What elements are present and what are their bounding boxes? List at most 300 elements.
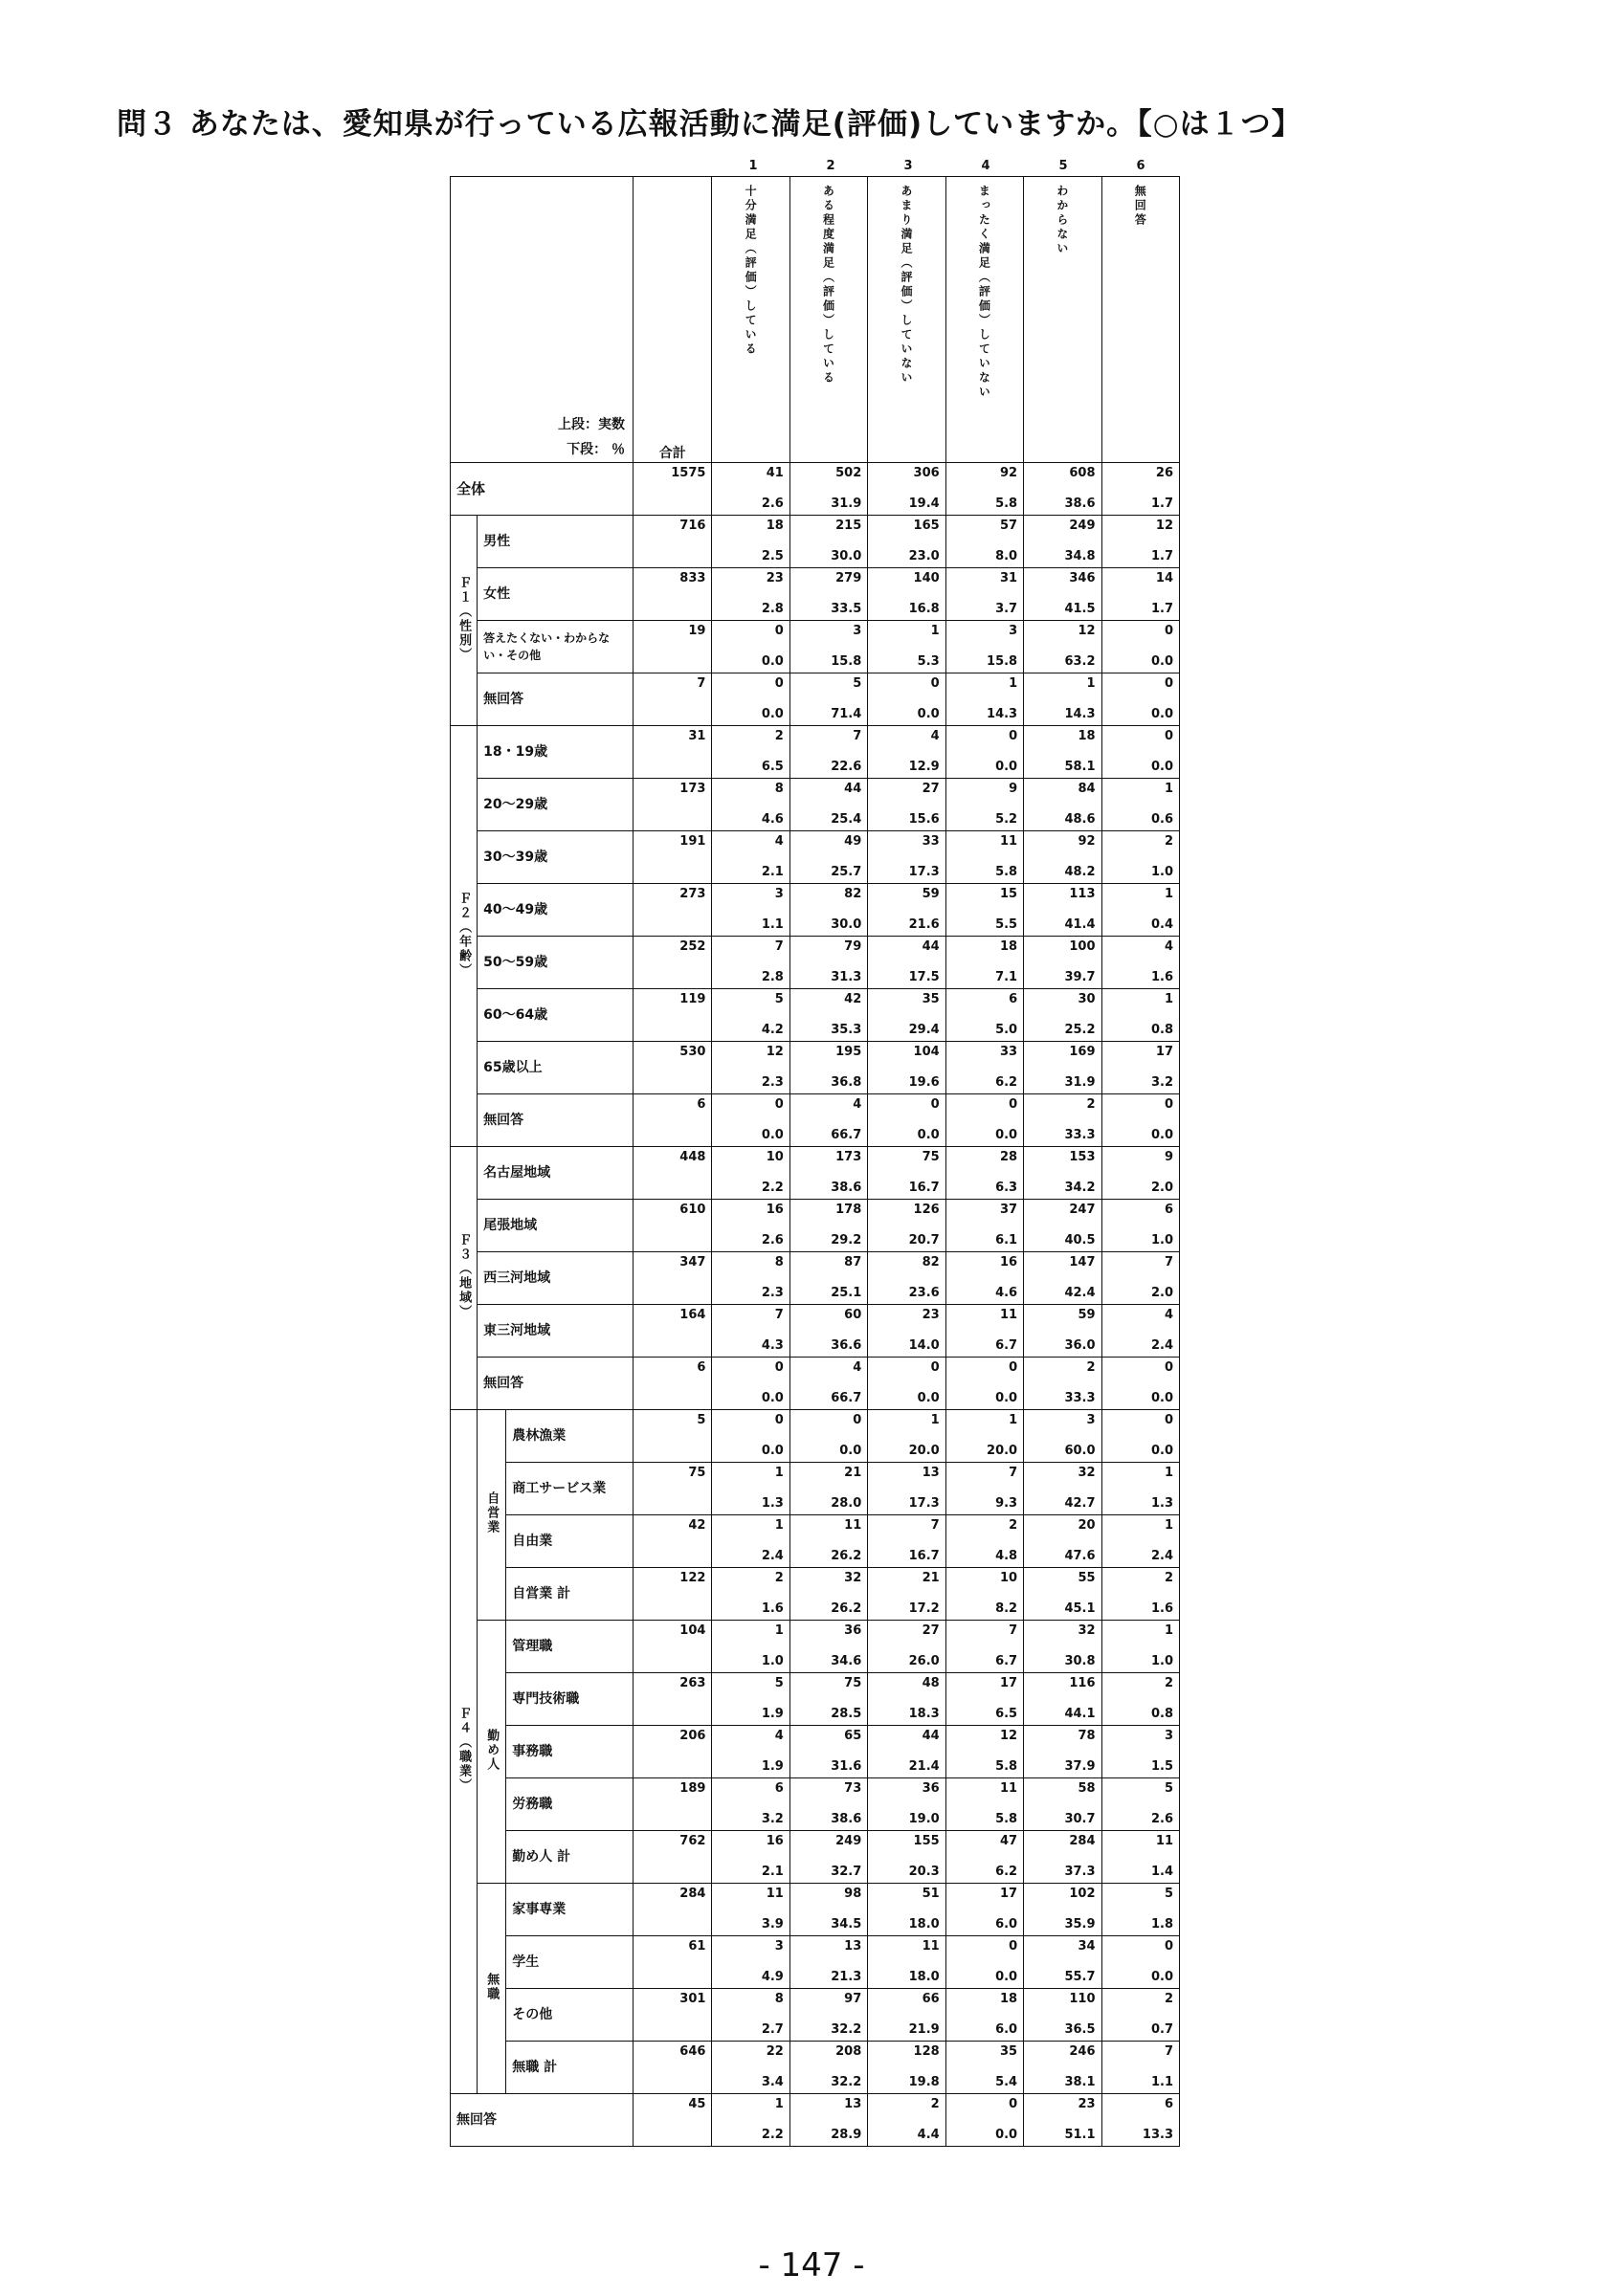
percent-value: 0.0	[761, 707, 784, 721]
percent-value: 31.9	[1064, 1075, 1096, 1090]
percent-value: 8.0	[995, 549, 1018, 563]
table-row	[451, 1515, 1180, 1568]
subgroup-label: 無職	[484, 1972, 500, 2001]
count-value: 128	[913, 2044, 940, 2059]
percent-value: 3.2	[1150, 1075, 1173, 1090]
count-value: 75	[844, 1676, 862, 1690]
row-label	[506, 1568, 634, 1621]
count-value: 75	[922, 1150, 940, 1164]
value-cell	[868, 1200, 945, 1252]
value-cell	[868, 779, 945, 831]
count-value: 147	[1069, 1255, 1096, 1269]
count-value: 208	[835, 2044, 862, 2059]
total-cell	[634, 516, 712, 568]
value-cell	[945, 2094, 1023, 2147]
count-value: 48	[922, 1676, 940, 1690]
value-cell	[868, 831, 945, 884]
table-row	[451, 831, 1180, 884]
value-cell	[1024, 726, 1101, 779]
percent-value: 5.8	[995, 497, 1018, 511]
percent-value: 30.0	[831, 549, 862, 563]
table-row	[451, 516, 1180, 568]
value-cell	[1024, 1147, 1101, 1200]
value-cell	[1101, 831, 1179, 884]
value-cell	[868, 726, 945, 779]
value-cell	[712, 1831, 789, 1884]
value-cell	[789, 1726, 867, 1778]
value-cell	[868, 621, 945, 673]
total-cell	[634, 989, 712, 1042]
row-label-text: 20～29歳	[483, 797, 548, 812]
value-cell	[945, 516, 1023, 568]
value-cell	[1101, 1673, 1179, 1726]
percent-value: 4.9	[761, 1970, 784, 1984]
count-value: 246	[1069, 2044, 1096, 2059]
count-value: 2	[1164, 1992, 1173, 2006]
total-cell	[634, 779, 712, 831]
value-cell	[945, 1884, 1023, 1936]
row-label	[451, 2094, 634, 2147]
value-cell	[1101, 2042, 1179, 2094]
value-cell	[712, 516, 789, 568]
row-label-text: 65歳以上	[483, 1060, 543, 1075]
percent-value: 36.0	[1064, 1338, 1096, 1353]
count-value: 12	[1155, 519, 1173, 533]
percent-value: 9.3	[995, 1496, 1018, 1511]
value-cell	[868, 1252, 945, 1305]
count-value: 195	[835, 1045, 862, 1059]
table-row	[451, 1463, 1180, 1515]
percent-value: 34.5	[831, 1917, 862, 1932]
value-cell	[868, 1515, 945, 1568]
value-cell	[945, 1042, 1023, 1094]
count-value: 60	[844, 1308, 862, 1322]
count-value: 15	[1000, 887, 1018, 901]
legend-pct: 下段： ％	[567, 442, 625, 457]
percent-value: 15.8	[987, 654, 1018, 669]
value-cell	[868, 568, 945, 621]
count-value: 17	[1000, 1676, 1018, 1690]
percent-value: 12.9	[908, 760, 940, 774]
percent-value: 66.7	[831, 1391, 862, 1405]
subgroup-label-cell	[478, 1410, 506, 1621]
count-value: 33	[1000, 1045, 1018, 1059]
count-value: 2	[1164, 1571, 1173, 1585]
table-row	[451, 1884, 1180, 1936]
column-header	[945, 177, 1023, 463]
count-value: 30	[1078, 992, 1096, 1006]
value-cell	[1024, 1094, 1101, 1147]
count-value: 16	[766, 1203, 784, 1217]
table-row	[451, 1568, 1180, 1621]
percent-value: 2.6	[761, 1233, 784, 1247]
percent-value: 0.0	[917, 1128, 940, 1142]
value-cell	[789, 2094, 867, 2147]
percent-value: 1.4	[1150, 1865, 1173, 1879]
count-value: 7	[774, 1308, 784, 1322]
count-value: 87	[844, 1255, 862, 1269]
count-value: 2	[774, 729, 784, 743]
percent-value: 38.6	[1064, 497, 1096, 511]
row-label	[478, 568, 634, 621]
count-value: 2	[1164, 1676, 1173, 1690]
table-row	[451, 1936, 1180, 1989]
value-cell	[1101, 1200, 1179, 1252]
count-value: 18	[1000, 939, 1018, 954]
value-cell	[789, 1884, 867, 1936]
row-label	[478, 937, 634, 989]
percent-value: 32.2	[831, 2075, 862, 2089]
count-value: 32	[1078, 1623, 1096, 1638]
count-value: 116	[1069, 1676, 1096, 1690]
total-cell	[634, 1831, 712, 1884]
value-cell	[1101, 1884, 1179, 1936]
value-cell	[789, 621, 867, 673]
column-header-label: わからない	[1055, 185, 1069, 256]
table-row	[451, 726, 1180, 779]
count-value: 11	[844, 1518, 862, 1533]
value-cell	[1101, 1621, 1179, 1673]
value-cell	[945, 1621, 1023, 1673]
table-row	[451, 884, 1180, 937]
count-value: 178	[835, 1203, 862, 1217]
legend-cell	[451, 177, 634, 463]
group-label: Ｆ４（職業）	[456, 1707, 472, 1793]
percent-value: 3.4	[761, 2075, 784, 2089]
row-label-text: 18・19歳	[483, 744, 548, 760]
percent-value: 19.8	[908, 2075, 940, 2089]
count-value: 27	[922, 782, 940, 796]
total-count: 191	[679, 834, 706, 849]
total-cell	[634, 726, 712, 779]
total-count: 347	[679, 1255, 706, 1269]
table-row	[451, 1305, 1180, 1358]
count-value: 7	[774, 939, 784, 954]
percent-value: 0.0	[917, 1391, 940, 1405]
value-cell	[789, 884, 867, 937]
count-value: 20	[1078, 1518, 1096, 1533]
value-cell	[868, 1305, 945, 1358]
count-value: 8	[774, 1255, 784, 1269]
percent-value: 2.0	[1150, 1286, 1173, 1300]
percent-value: 36.5	[1064, 2022, 1096, 2037]
count-value: 1	[930, 1413, 940, 1427]
value-cell	[1101, 1726, 1179, 1778]
value-cell	[789, 1305, 867, 1358]
count-value: 1	[1086, 676, 1096, 691]
value-cell	[1024, 1252, 1101, 1305]
value-cell	[945, 831, 1023, 884]
count-value: 0	[1009, 1097, 1018, 1112]
percent-value: 6.1	[995, 1233, 1018, 1247]
value-cell	[789, 1252, 867, 1305]
value-cell	[789, 1358, 867, 1410]
row-label-text: 全体	[456, 480, 486, 497]
count-value: 1	[774, 1466, 784, 1480]
percent-value: 32.7	[831, 1865, 862, 1879]
total-count: 610	[679, 1203, 706, 1217]
table-row	[451, 989, 1180, 1042]
percent-value: 2.8	[761, 602, 784, 616]
value-cell	[789, 1778, 867, 1831]
count-value: 8	[774, 782, 784, 796]
value-cell	[868, 989, 945, 1042]
value-cell	[712, 1147, 789, 1200]
column-header-label: 十分満足（評価）している	[744, 185, 758, 357]
count-value: 0	[930, 1097, 940, 1112]
count-value: 66	[922, 1992, 940, 2006]
count-value: 32	[1078, 1466, 1096, 1480]
value-cell	[789, 831, 867, 884]
count-value: 1	[1164, 887, 1173, 901]
percent-value: 30.8	[1064, 1654, 1096, 1668]
percent-value: 0.0	[761, 1391, 784, 1405]
total-cell	[634, 1778, 712, 1831]
table-row	[451, 1358, 1180, 1410]
percent-value: 37.3	[1064, 1865, 1096, 1879]
column-header	[868, 177, 945, 463]
percent-value: 6.2	[995, 1865, 1018, 1879]
percent-value: 3.2	[761, 1812, 784, 1826]
value-cell	[1101, 463, 1179, 516]
percent-value: 38.1	[1064, 2075, 1096, 2089]
count-value: 82	[922, 1255, 940, 1269]
percent-value: 1.3	[761, 1496, 784, 1511]
percent-value: 4.8	[995, 1549, 1018, 1563]
percent-value: 0.0	[1150, 1970, 1173, 1984]
percent-value: 26.2	[831, 1549, 862, 1563]
column-header-label: まったく満足（評価）していない	[977, 185, 991, 400]
count-value: 51	[922, 1887, 940, 1901]
percent-value: 20.0	[987, 1444, 1018, 1458]
total-count: 273	[679, 887, 706, 901]
percent-value: 31.3	[831, 970, 862, 984]
count-value: 0	[1164, 1097, 1173, 1112]
value-cell	[1101, 2094, 1179, 2147]
total-count: 833	[679, 571, 706, 585]
value-cell	[868, 516, 945, 568]
value-cell	[1101, 1358, 1179, 1410]
count-value: 165	[913, 519, 940, 533]
count-value: 100	[1069, 939, 1096, 954]
count-value: 28	[1000, 1150, 1018, 1164]
value-cell	[789, 1568, 867, 1621]
percent-value: 34.8	[1064, 549, 1096, 563]
percent-value: 18.0	[908, 1970, 940, 1984]
value-cell	[945, 779, 1023, 831]
percent-value: 34.6	[831, 1654, 862, 1668]
value-cell	[712, 726, 789, 779]
value-cell	[945, 2042, 1023, 2094]
count-value: 1	[930, 624, 940, 638]
row-label-text: 30～39歳	[483, 850, 548, 865]
count-value: 35	[1000, 2044, 1018, 2059]
value-cell	[868, 1778, 945, 1831]
percent-value: 29.4	[908, 1023, 940, 1037]
row-label-text: 無回答	[483, 1376, 524, 1391]
percent-value: 21.4	[908, 1759, 940, 1774]
value-cell	[868, 1726, 945, 1778]
count-value: 57	[1000, 519, 1018, 533]
total-count: 5	[697, 1413, 706, 1427]
value-cell	[712, 831, 789, 884]
count-value: 41	[766, 466, 784, 480]
percent-value: 19.0	[908, 1812, 940, 1826]
table-row	[451, 621, 1180, 673]
table-row	[451, 1831, 1180, 1884]
percent-value: 0.6	[1150, 812, 1173, 827]
value-cell	[945, 1515, 1023, 1568]
value-cell	[1024, 1463, 1101, 1515]
percent-value: 44.1	[1064, 1707, 1096, 1721]
value-cell	[868, 2042, 945, 2094]
value-cell	[868, 1831, 945, 1884]
percent-value: 0.4	[1150, 917, 1173, 932]
value-cell	[789, 1936, 867, 1989]
value-cell	[868, 1568, 945, 1621]
row-label-text: 50～59歳	[483, 955, 548, 970]
percent-value: 63.2	[1064, 654, 1096, 669]
percent-value: 51.1	[1064, 2128, 1096, 2142]
total-count: 122	[679, 1571, 706, 1585]
row-label	[478, 1094, 634, 1147]
count-value: 1	[1164, 782, 1173, 796]
percent-value: 48.6	[1064, 812, 1096, 827]
value-cell	[712, 1305, 789, 1358]
value-cell	[945, 1305, 1023, 1358]
count-value: 17	[1155, 1045, 1173, 1059]
count-value: 4	[1164, 939, 1173, 954]
count-value: 23	[922, 1308, 940, 1322]
count-value: 7	[1009, 1466, 1018, 1480]
percent-value: 58.1	[1064, 760, 1096, 774]
count-value: 0	[1164, 1360, 1173, 1375]
row-label-text: 無回答	[483, 1113, 524, 1128]
value-cell	[1101, 621, 1179, 673]
total-header	[634, 177, 712, 463]
value-cell	[945, 989, 1023, 1042]
value-cell	[1024, 1200, 1101, 1252]
percent-value: 8.2	[995, 1601, 1018, 1616]
count-value: 31	[1000, 571, 1018, 585]
value-cell	[1101, 1778, 1179, 1831]
count-value: 247	[1069, 1203, 1096, 1217]
count-value: 6	[1009, 992, 1018, 1006]
percent-value: 16.8	[908, 602, 940, 616]
count-value: 4	[930, 729, 940, 743]
percent-value: 0.8	[1150, 1707, 1173, 1721]
total-cell	[634, 884, 712, 937]
total-count: 716	[679, 519, 706, 533]
percent-value: 22.6	[831, 760, 862, 774]
value-cell	[1101, 516, 1179, 568]
value-cell	[1024, 1621, 1101, 1673]
value-cell	[1101, 989, 1179, 1042]
value-cell	[1101, 1147, 1179, 1200]
value-cell	[1101, 568, 1179, 621]
row-label-text: 自営業 計	[512, 1586, 571, 1601]
row-label	[506, 1463, 634, 1515]
value-cell	[712, 1463, 789, 1515]
count-value: 249	[1069, 519, 1096, 533]
count-value: 502	[835, 466, 862, 480]
value-cell	[789, 1463, 867, 1515]
count-value: 21	[844, 1466, 862, 1480]
row-label-text: 無回答	[456, 2112, 497, 2128]
count-value: 169	[1069, 1045, 1096, 1059]
percent-value: 21.9	[908, 2022, 940, 2037]
table-row	[451, 1094, 1180, 1147]
percent-value: 20.3	[908, 1865, 940, 1879]
row-label-text: 尾張地域	[483, 1218, 538, 1233]
value-cell	[789, 1989, 867, 2042]
value-cell	[945, 621, 1023, 673]
count-value: 1	[1164, 1466, 1173, 1480]
table-row	[451, 1621, 1180, 1673]
value-cell	[945, 1200, 1023, 1252]
row-label-text: その他	[512, 2007, 553, 2022]
percent-value: 1.7	[1150, 549, 1173, 563]
value-cell	[868, 1884, 945, 1936]
row-label	[506, 1936, 634, 1989]
value-cell	[1024, 989, 1101, 1042]
value-cell	[1101, 884, 1179, 937]
row-label	[451, 463, 634, 516]
percent-value: 32.2	[831, 2022, 862, 2037]
count-value: 3	[1164, 1729, 1173, 1743]
value-cell	[1024, 621, 1101, 673]
legend-count: 上段：実数	[558, 417, 625, 432]
count-value: 7	[1164, 2044, 1173, 2059]
table-row	[451, 1778, 1180, 1831]
count-value: 0	[774, 676, 784, 691]
count-value: 65	[844, 1729, 862, 1743]
count-value: 18	[766, 519, 784, 533]
value-cell	[868, 937, 945, 989]
value-cell	[789, 726, 867, 779]
percent-value: 18.3	[908, 1707, 940, 1721]
percent-value: 20.0	[908, 1444, 940, 1458]
column-header	[1101, 177, 1179, 463]
count-value: 4	[1164, 1308, 1173, 1322]
percent-value: 33.3	[1064, 1128, 1096, 1142]
percent-value: 3.7	[995, 602, 1018, 616]
row-label	[478, 621, 634, 673]
table-row	[451, 1042, 1180, 1094]
value-cell	[712, 779, 789, 831]
column-header	[1024, 177, 1101, 463]
group-label-cell	[451, 516, 478, 726]
percent-value: 1.1	[761, 917, 784, 932]
row-label	[506, 1621, 634, 1673]
row-label	[506, 1515, 634, 1568]
percent-value: 6.7	[995, 1654, 1018, 1668]
value-cell	[789, 1831, 867, 1884]
value-cell	[1024, 1673, 1101, 1726]
percent-value: 5.8	[995, 1812, 1018, 1826]
value-cell	[1101, 1831, 1179, 1884]
percent-value: 48.2	[1064, 865, 1096, 879]
percent-value: 5.2	[995, 812, 1018, 827]
percent-value: 33.5	[831, 602, 862, 616]
percent-value: 1.1	[1150, 2075, 1173, 2089]
count-value: 279	[835, 571, 862, 585]
percent-value: 0.0	[917, 707, 940, 721]
table-row	[451, 1147, 1180, 1200]
value-cell	[712, 1200, 789, 1252]
value-cell	[712, 1515, 789, 1568]
count-value: 11	[1000, 1308, 1018, 1322]
